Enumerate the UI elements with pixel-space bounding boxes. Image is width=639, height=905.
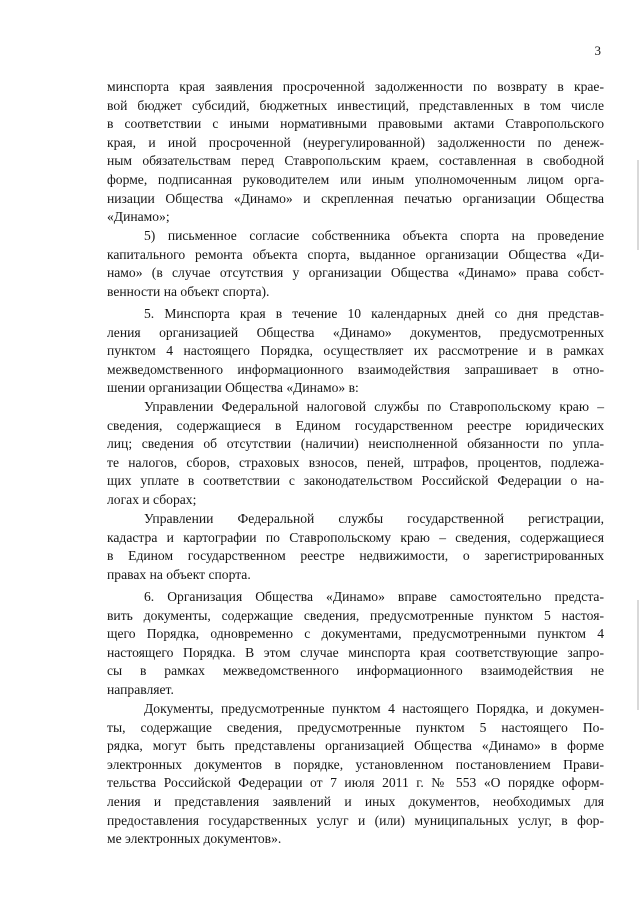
text-line: Управлении Федеральной службы государственной регистрации, [144,511,604,526]
text-line: электронных документов в порядке, установленном постановлением Прави- [107,756,604,772]
text-line: ты, содержащие сведения, предусмотренные пунктом 5 настоящего По- [107,719,604,735]
text-line: сведения, содержащиеся в Едином государственном реестре юридических [107,417,604,433]
text-line: 5) письменное согласие собственника объекта спорта на проведение [144,228,604,243]
text-line: ным обязательствам перед Ставропольским краем, составленная в свободной [107,153,604,169]
text-line: 5. Минспорта края в течение 10 календарных дней со дня представ- [144,306,604,321]
text-line: низации Общества «Динамо» и скрепленная печатью организации Общества [107,190,604,206]
text-line: пунктом 4 настоящего Порядка, осуществляет их рассмотрение и в рамках [107,343,604,359]
text-line: вить документы, содержащие сведения, предусмотренные пунктом 5 настоя- [107,607,604,623]
paragraph [107,305,604,398]
text-line: в соответствии с иными нормативными правовыми актами Ставропольского [107,116,604,132]
text-line: лиц; сведения об отсутствии (наличии) неисполненной обязанности по упла- [107,436,604,452]
text-line: «Динамо»; [107,209,170,225]
text-line: направляет. [107,681,174,697]
text-line: настоящего Порядка. В этом случае минспорта края соответствующие запро- [107,644,604,660]
text-line: Документы, предусмотренные пунктом 4 настоящего Порядка, и докумен- [144,701,604,716]
paragraph [107,78,604,227]
text-line: форме, подписанная руководителем или иным уполномоченным лицом орга- [107,171,604,187]
text-line: рядка, могут быть представлены организацией Общества «Динамо» в форме [107,738,604,754]
text-line: ления организацией Общества «Динамо» документов, предусмотренных [107,324,604,340]
paragraph [107,700,604,849]
paragraph [107,510,604,584]
page-number: 3 [594,43,601,58]
text-line: венности на объект спорта). [107,283,270,299]
text-line: Управлении Федеральной налоговой службы по Ставропольскому краю – [144,399,604,414]
text-line: сы в рамках межведомственного информационного взаимодействия не [107,663,604,679]
text-line: минспорта края заявления просроченной задолженности по возврату в крае- [107,79,604,94]
text-line: в Едином государственном реестре недвижимости, о зарегистрированных [107,548,604,564]
text-line: межведомственного информационного взаимодействия запрашивает в отно- [107,361,604,377]
text-line: логах и сборах; [107,491,197,507]
text-line: ме электронных документов». [107,831,282,847]
text-line: ления и представления заявлений и иных документов, необходимых для [107,793,604,809]
text-line: кадастра и картографии по Ставропольскому краю – сведения, содержащиеся [107,529,604,545]
paragraph [107,398,604,510]
text-line: щих уплате в соответствии с законодательством Российской Федерации о на- [107,473,604,489]
paragraph [107,227,604,301]
text-line: тельства Российской Федерации от 7 июля 2011 г. № 553 «О порядке оформ- [107,775,604,791]
paragraph [107,588,604,700]
text-line: 6. Организация Общества «Динамо» вправе самостоятельно предста- [144,589,604,604]
text-line: капитального ремонта объекта спорта, выданное организации Общества «Ди- [107,246,604,262]
text-line: вой бюджет субсидий, бюджетных инвестиций, представленных в том числе [107,97,604,113]
text-line: предоставления государственных услуг и (или) муниципальных услуг, в фор- [107,812,604,828]
text-line: правах на объект спорта. [107,566,251,582]
text-line: шении организации Общества «Динамо» в: [107,380,359,396]
text-line: щего Порядка, одновременно с документами, предусмотренными пунктом 4 [107,626,604,642]
text-line: намо» (в случае отсутствия у организации Общества «Динамо» права собст- [107,265,604,281]
text-line: те налогов, сборов, страховых взносов, пеней, штрафов, процентов, подлежа- [107,454,604,470]
text-line: края, и иной просроченной (неурегулированной) задолженности по денеж- [107,134,604,150]
